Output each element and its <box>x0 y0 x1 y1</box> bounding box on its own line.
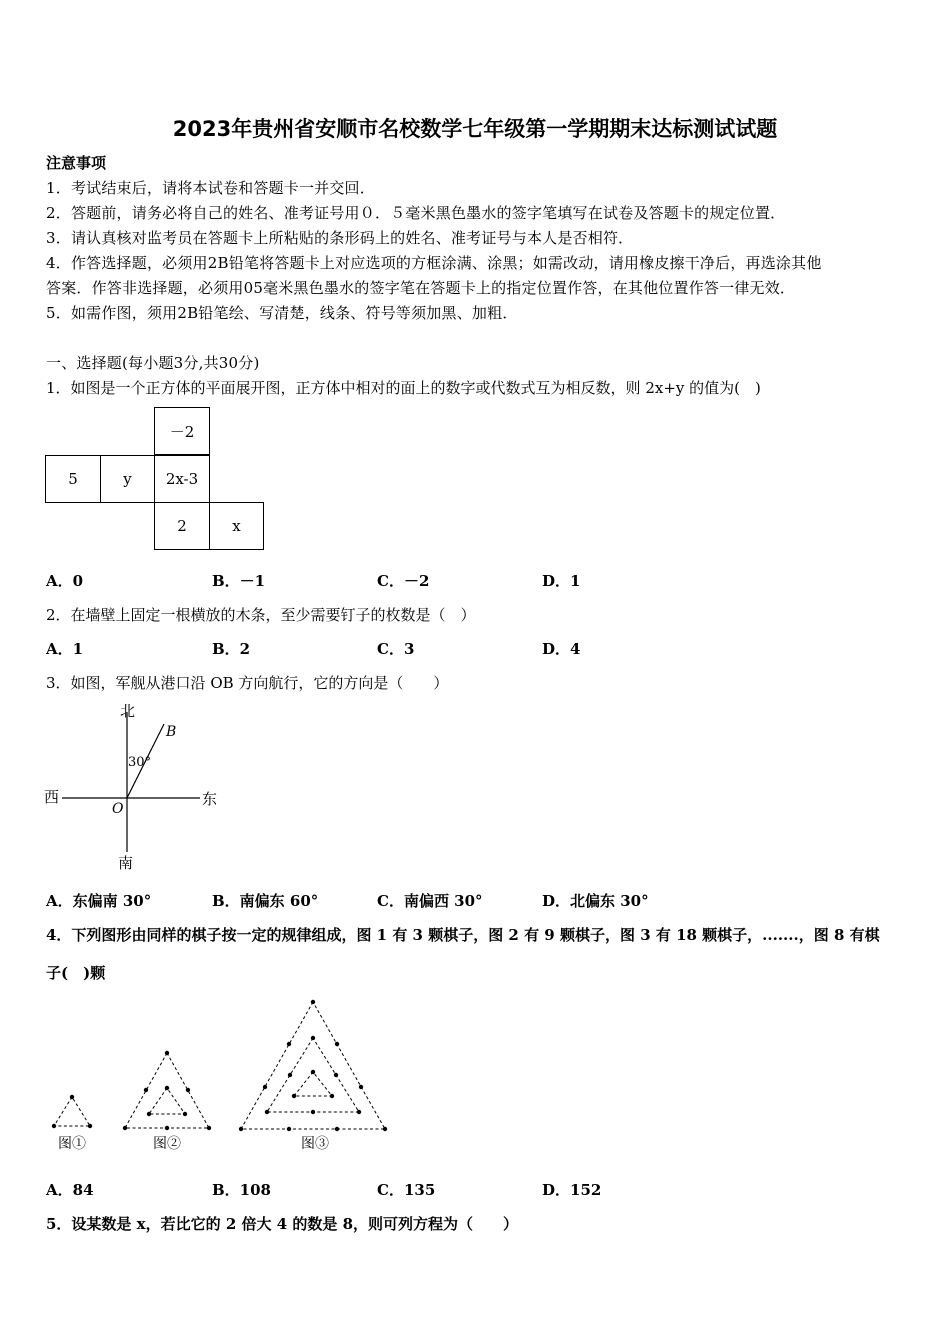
q2-option-c: C．3 <box>377 640 415 658</box>
chess-piece <box>88 1124 92 1128</box>
notice-heading: 注意事项 <box>46 154 107 172</box>
net-cell: 2x-3 <box>154 455 210 503</box>
chess-piece <box>147 1112 151 1116</box>
chess-piece <box>335 1127 339 1131</box>
chess-piece <box>52 1124 56 1128</box>
figure-label-2: 图② <box>153 1136 181 1152</box>
notice-item-4: 4．作答选择题，必须用2B铅笔将答题卡上对应选项的方框涂满、涂黑；如需改动，请用橡皮擦干净后，再选涂其他 <box>46 254 822 272</box>
figure-label-3: 图③ <box>301 1136 329 1152</box>
page-title: 2023年贵州省安顺市名校数学七年级第一学期期末达标测试试题 <box>172 117 778 141</box>
net-cell: －2 <box>154 407 210 455</box>
question-4-text: 4．下列图形由同样的棋子按一定的规律组成，图 1 有 3 颗棋子，图 2 有 9 颗棋子，图 3 有 18 颗棋子，.......，图 8 有棋 <box>46 926 880 944</box>
chess-piece <box>183 1112 187 1116</box>
north-label: 北 <box>120 702 136 720</box>
chess-piece <box>186 1088 190 1092</box>
q3-option-a: A．东偏南 30° <box>46 892 152 910</box>
fig3-middle-triangle <box>267 1038 359 1112</box>
q1-option-b: B．－1 <box>212 572 266 590</box>
chess-piece <box>357 1110 361 1114</box>
q3-option-d: D．北偏东 30° <box>542 892 649 910</box>
notice-item-2: 2．答题前，请务必将自己的姓名、准考证号用０．５毫米黑色墨水的签字笔填写在试卷及答题卡的规定位置． <box>46 204 786 222</box>
chess-piece <box>165 1126 169 1130</box>
notice-item-3: 3．请认真核对监考员在答题卡上所粘贴的条形码上的姓名、准考证号与本人是否相符． <box>46 229 634 247</box>
question-3-text: 3．如图，军舰从港口沿 OB 方向航行，它的方向是（ ） <box>46 674 449 692</box>
q4-option-d: D．152 <box>542 1181 602 1199</box>
q2-option-d: D．4 <box>542 640 581 658</box>
question-1-text: 1．如图是一个正方体的平面展开图，正方体中相对的面上的数字或代数式互为相反数，则 2x+y 的值为( ) <box>46 379 761 397</box>
chess-piece <box>287 1042 291 1046</box>
chess-piece <box>165 1086 169 1090</box>
question-5-text: 5．设某数是 x，若比它的 2 倍大 4 的数是 8，则可列方程为（ ） <box>46 1215 519 1233</box>
east-label: 东 <box>202 790 218 808</box>
chess-piece <box>123 1126 127 1130</box>
q4-option-b: B．108 <box>212 1181 271 1199</box>
compass-diagram <box>40 700 230 875</box>
chess-piece <box>311 1110 315 1114</box>
notice-item-1: 1．考试结束后，请将本试卷和答题卡一并交回． <box>46 179 375 197</box>
chess-piece <box>265 1110 269 1114</box>
chess-piece <box>311 1070 315 1074</box>
q3-option-c: C．南偏西 30° <box>377 892 483 910</box>
fig3-inner-triangle <box>294 1072 332 1096</box>
chess-piece <box>165 1051 169 1055</box>
question-4-text-cont: 子( )颗 <box>46 964 106 982</box>
chess-piece <box>359 1085 363 1089</box>
question-2-text: 2．在墙壁上固定一根横放的木条，至少需要钉子的枚数是（ ） <box>46 606 476 624</box>
q1-option-a: A．0 <box>46 572 84 590</box>
net-cell: 2 <box>154 502 210 550</box>
figure-label-1: 图① <box>58 1136 86 1152</box>
west-label: 西 <box>44 788 60 806</box>
q2-option-a: A．1 <box>46 640 84 658</box>
q4-option-c: C．135 <box>377 1181 436 1199</box>
chess-piece <box>263 1085 267 1089</box>
section-heading: 一、选择题(每小题3分,共30分) <box>46 354 260 372</box>
origin-label: O <box>112 801 124 817</box>
chess-pattern-figure <box>40 990 400 1160</box>
chess-piece <box>311 1000 315 1004</box>
chess-piece <box>292 1094 296 1098</box>
chess-piece <box>288 1073 292 1077</box>
chess-piece <box>207 1126 211 1130</box>
ray-label: B <box>166 724 177 740</box>
q2-option-b: B．2 <box>212 640 251 658</box>
chess-piece <box>239 1127 243 1131</box>
fig2-outer-triangle <box>125 1053 209 1128</box>
q1-option-c: C．－2 <box>377 572 430 590</box>
notice-item-5: 5．如需作图，须用2B铅笔绘、写清楚，线条、符号等须加黑、加粗． <box>46 304 518 322</box>
south-label: 南 <box>118 854 134 872</box>
q4-option-a: A．84 <box>46 1181 94 1199</box>
chess-piece <box>287 1127 291 1131</box>
net-cell: 5 <box>45 455 101 503</box>
chess-piece <box>70 1095 74 1099</box>
angle-label: 30° <box>128 755 152 770</box>
fig1-triangle <box>54 1097 90 1126</box>
chess-piece <box>330 1094 334 1098</box>
chess-piece <box>144 1088 148 1092</box>
net-cell: x <box>209 502 264 550</box>
chess-piece <box>383 1127 387 1131</box>
chess-piece <box>335 1042 339 1046</box>
q3-option-b: B．南偏东 60° <box>212 892 319 910</box>
q1-option-d: D．1 <box>542 572 581 590</box>
fig2-inner-triangle <box>149 1088 185 1114</box>
net-cell: y <box>100 455 155 503</box>
notice-item-4-cont: 答案．作答非选择题，必须用05毫米黑色墨水的签字笔在答题卡上的指定位置作答，在其他位置作答一律无效． <box>46 279 796 297</box>
chess-piece <box>334 1073 338 1077</box>
chess-piece <box>311 1036 315 1040</box>
